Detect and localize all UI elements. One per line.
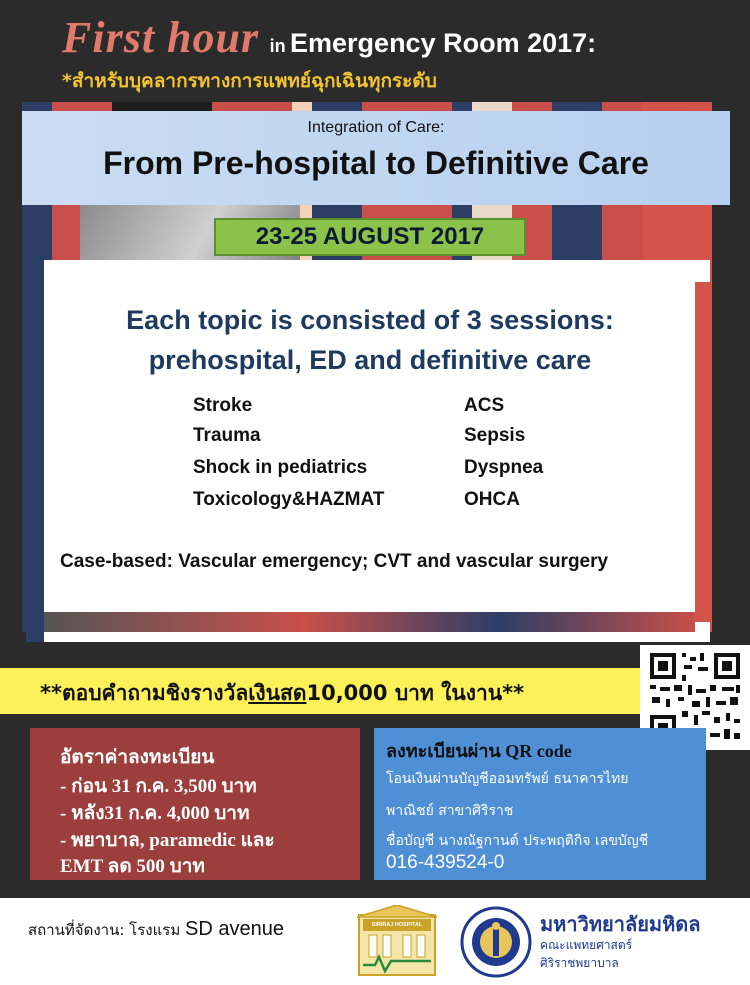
topic-left-1: Stroke bbox=[193, 395, 253, 416]
poster-title bbox=[62, 12, 596, 63]
sessions-heading-2: prehospital, ED and definitive care bbox=[148, 345, 592, 375]
university-name: มหาวิทยาลัยมหิดล bbox=[540, 912, 701, 936]
fee-box bbox=[30, 728, 360, 880]
prize-prefix: **ตอบคำถามชิงรางวัล bbox=[40, 681, 249, 705]
integration-subtitle: Integration of Care: bbox=[307, 119, 445, 136]
thai-subtitle: *สำหรับบุคลากรทางการแพทย์ฉุกเฉินทุกระดับ bbox=[62, 70, 437, 92]
integration-title: From Pre-hospital to Definitive Care bbox=[103, 145, 649, 181]
case-based-text: Case-based: Vascular emergency; CVT and vascular surgery bbox=[60, 551, 609, 572]
venue-label: สถานที่จัดงาน: โรงแรม bbox=[28, 921, 185, 939]
registration-line-3: ชื่อบัญชี นางณัฐกานต์ ประพฤติกิจ เลขบัญชี bbox=[386, 833, 649, 849]
registration-line-1: โอนเงินผ่านบัญชีออมทรัพย์ ธนาคารไทย bbox=[386, 771, 629, 787]
topic-left-3: Shock in pediatrics bbox=[193, 457, 368, 478]
siriraj-hospital-logo bbox=[355, 905, 439, 979]
prize-suffix: 10,000 บาท ในงาน** bbox=[306, 681, 525, 705]
account-number: 016-439524-0 bbox=[386, 852, 505, 873]
topic-right-2: Sepsis bbox=[464, 425, 526, 446]
fee-line-4: EMT ลด 500 บาท bbox=[60, 856, 205, 877]
mahidol-logo bbox=[460, 906, 532, 978]
venue-name: SD avenue bbox=[184, 918, 284, 940]
panel-right-border bbox=[695, 282, 710, 622]
date-badge bbox=[214, 218, 526, 256]
title-italic: First hour bbox=[62, 13, 260, 62]
fee-line-2: - หลัง31 ก.ค. 4,000 บาท bbox=[60, 803, 250, 824]
title-in: in bbox=[269, 36, 286, 56]
panel-bottom-strip bbox=[44, 612, 695, 632]
prize-underlined: เงินสด bbox=[248, 681, 307, 705]
panel-left-border bbox=[26, 260, 44, 642]
hospital-logo-text: SIRIRAJ HOSPITAL bbox=[371, 922, 423, 928]
hospital-name: ศิริราชพยาบาล bbox=[540, 956, 619, 970]
registration-title: ลงทะเบียนผ่าน QR code bbox=[386, 741, 572, 761]
fee-line-3: - พยาบาล, paramedic และ bbox=[60, 830, 275, 851]
topic-left-2: Trauma bbox=[193, 425, 261, 446]
sessions-heading-1: Each topic is consisted of 3 sessions: bbox=[126, 305, 614, 335]
integration-banner bbox=[22, 111, 730, 205]
title-rest: Emergency Room 2017: bbox=[290, 28, 597, 58]
fee-title: อัตราค่าลงทะเบียน bbox=[60, 747, 215, 768]
prize-text bbox=[40, 677, 524, 710]
university-seal-icon bbox=[460, 906, 532, 978]
venue bbox=[28, 918, 284, 942]
topic-right-4: OHCA bbox=[464, 489, 520, 510]
registration-box bbox=[374, 728, 706, 880]
topic-left-4: Toxicology&HAZMAT bbox=[193, 489, 385, 510]
faculty-name: คณะแพทยศาสตร์ bbox=[540, 938, 633, 952]
registration-line-2: พาณิชย์ สาขาศิริราช bbox=[386, 803, 514, 819]
date-text: 23-25 AUGUST 2017 bbox=[255, 223, 485, 250]
topic-right-3: Dyspnea bbox=[464, 457, 544, 478]
topic-right-1: ACS bbox=[464, 395, 505, 416]
hospital-building-icon bbox=[355, 905, 439, 979]
fee-line-1: - ก่อน 31 ก.ค. 3,500 บาท bbox=[60, 776, 257, 797]
